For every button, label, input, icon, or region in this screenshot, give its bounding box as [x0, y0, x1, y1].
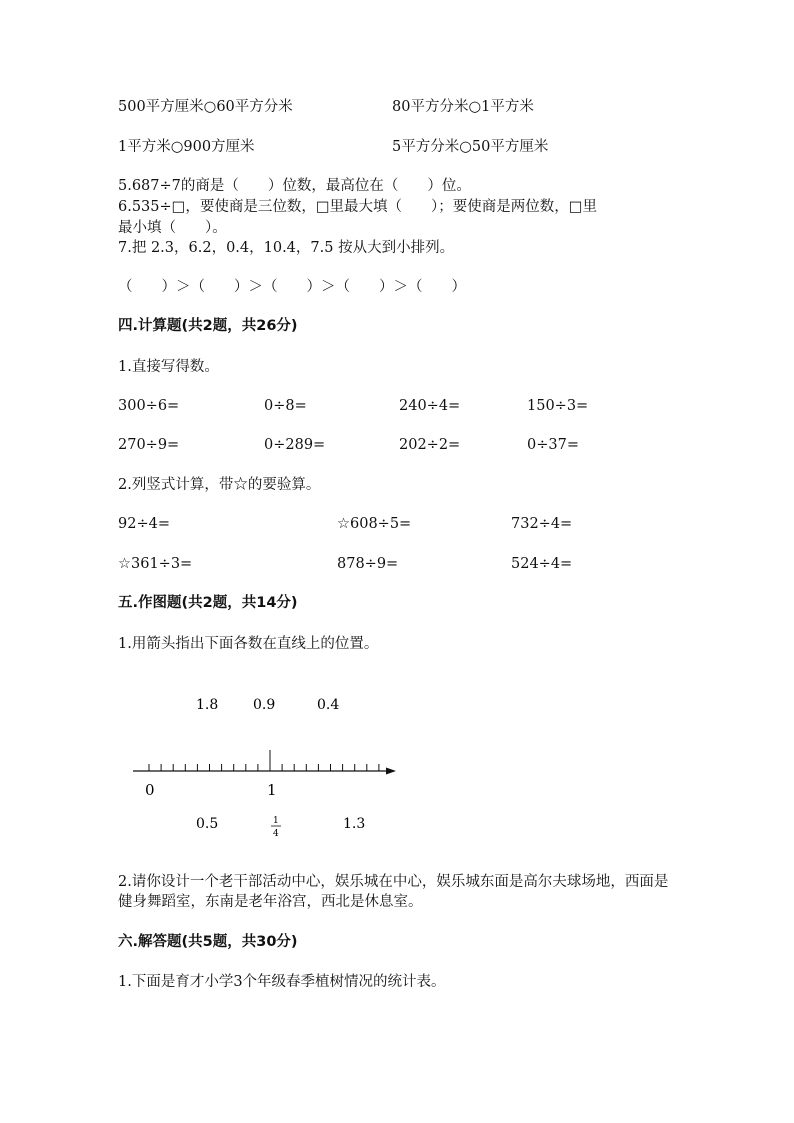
- compare-r1-right: 80平方分米○1平方米: [392, 99, 534, 115]
- section-4-q2: 2.列竖式计算，带☆的要验算。: [118, 477, 321, 493]
- calc-item: 0÷37=: [527, 437, 579, 453]
- number-line-ticks: [149, 750, 379, 771]
- vertical-calc-item: 92÷4=: [118, 516, 170, 532]
- question-6-line1: 6.535÷□，要使商是三位数，□里最大填（ ）；要使商是两位数，□里: [118, 199, 598, 215]
- vertical-calc-item: 732÷4=: [511, 516, 573, 532]
- section-5-q1: 1.用箭头指出下面各数在直线上的位置。: [118, 636, 379, 652]
- vertical-calc-item: 524÷4=: [511, 556, 573, 572]
- section-5-title: 五.作图题(共2题，共14分): [118, 595, 298, 611]
- vertical-calc-item: 878÷9=: [337, 556, 399, 572]
- fraction-numerator: 1: [273, 816, 279, 826]
- calc-item: 240÷4=: [399, 398, 461, 414]
- number-label-bottom: 0.5: [196, 816, 219, 832]
- number-label-bottom: 1.3: [343, 816, 366, 832]
- section-4-q1: 1.直接写得数。: [118, 359, 219, 375]
- vertical-calc-item: ☆361÷3=: [118, 556, 193, 572]
- calc-item: 150÷3=: [527, 398, 589, 414]
- section-6-title: 六.解答题(共5题，共30分): [118, 934, 298, 950]
- number-line-zero: 0: [145, 781, 155, 799]
- calc-item: 202÷2=: [399, 437, 461, 453]
- calc-item: 0÷289=: [264, 437, 326, 453]
- fraction-denominator: 4: [273, 829, 279, 839]
- number-label-top: 1.8: [196, 697, 219, 713]
- question-6-line2: 最小填（ ）。: [118, 220, 227, 236]
- question-5: 5.687÷7的商是（ ）位数，最高位在（ ）位。: [118, 178, 471, 194]
- calc-item: 300÷6=: [118, 398, 180, 414]
- number-line-arrow: [386, 768, 396, 775]
- compare-r2-left: 1平方米○900方厘米: [118, 139, 255, 155]
- section-4-title: 四.计算题(共2题，共26分): [118, 318, 298, 334]
- calc-item: 270÷9=: [118, 437, 180, 453]
- number-label-top: 0.9: [253, 697, 276, 713]
- vertical-calc-item: ☆608÷5=: [337, 516, 412, 532]
- compare-r2-right: 5平方分米○50平方厘米: [392, 139, 549, 155]
- section-6-q1: 1.下面是育才小学3个年级春季植树情况的统计表。: [118, 974, 446, 990]
- question-7: 7.把 2.3，6.2，0.4，10.4，7.5 按从大到小排列。: [118, 240, 455, 256]
- question-7-answer-blanks: （ ）＞（ ）＞（ ）＞（ ）＞（ ）: [118, 279, 466, 295]
- number-label-top: 0.4: [317, 697, 340, 713]
- compare-r1-left: 500平方厘米○60平方分米: [118, 99, 293, 115]
- section-5-q2: 2.请你设计一个老干部活动中心，娱乐城在中心，娱乐城东面是高尔夫球场地，西面是健身舞蹈室，东南是老年浴宫，西北是休息室。: [118, 874, 669, 910]
- calc-item: 0÷8=: [264, 398, 307, 414]
- number-line-one: 1: [267, 781, 277, 799]
